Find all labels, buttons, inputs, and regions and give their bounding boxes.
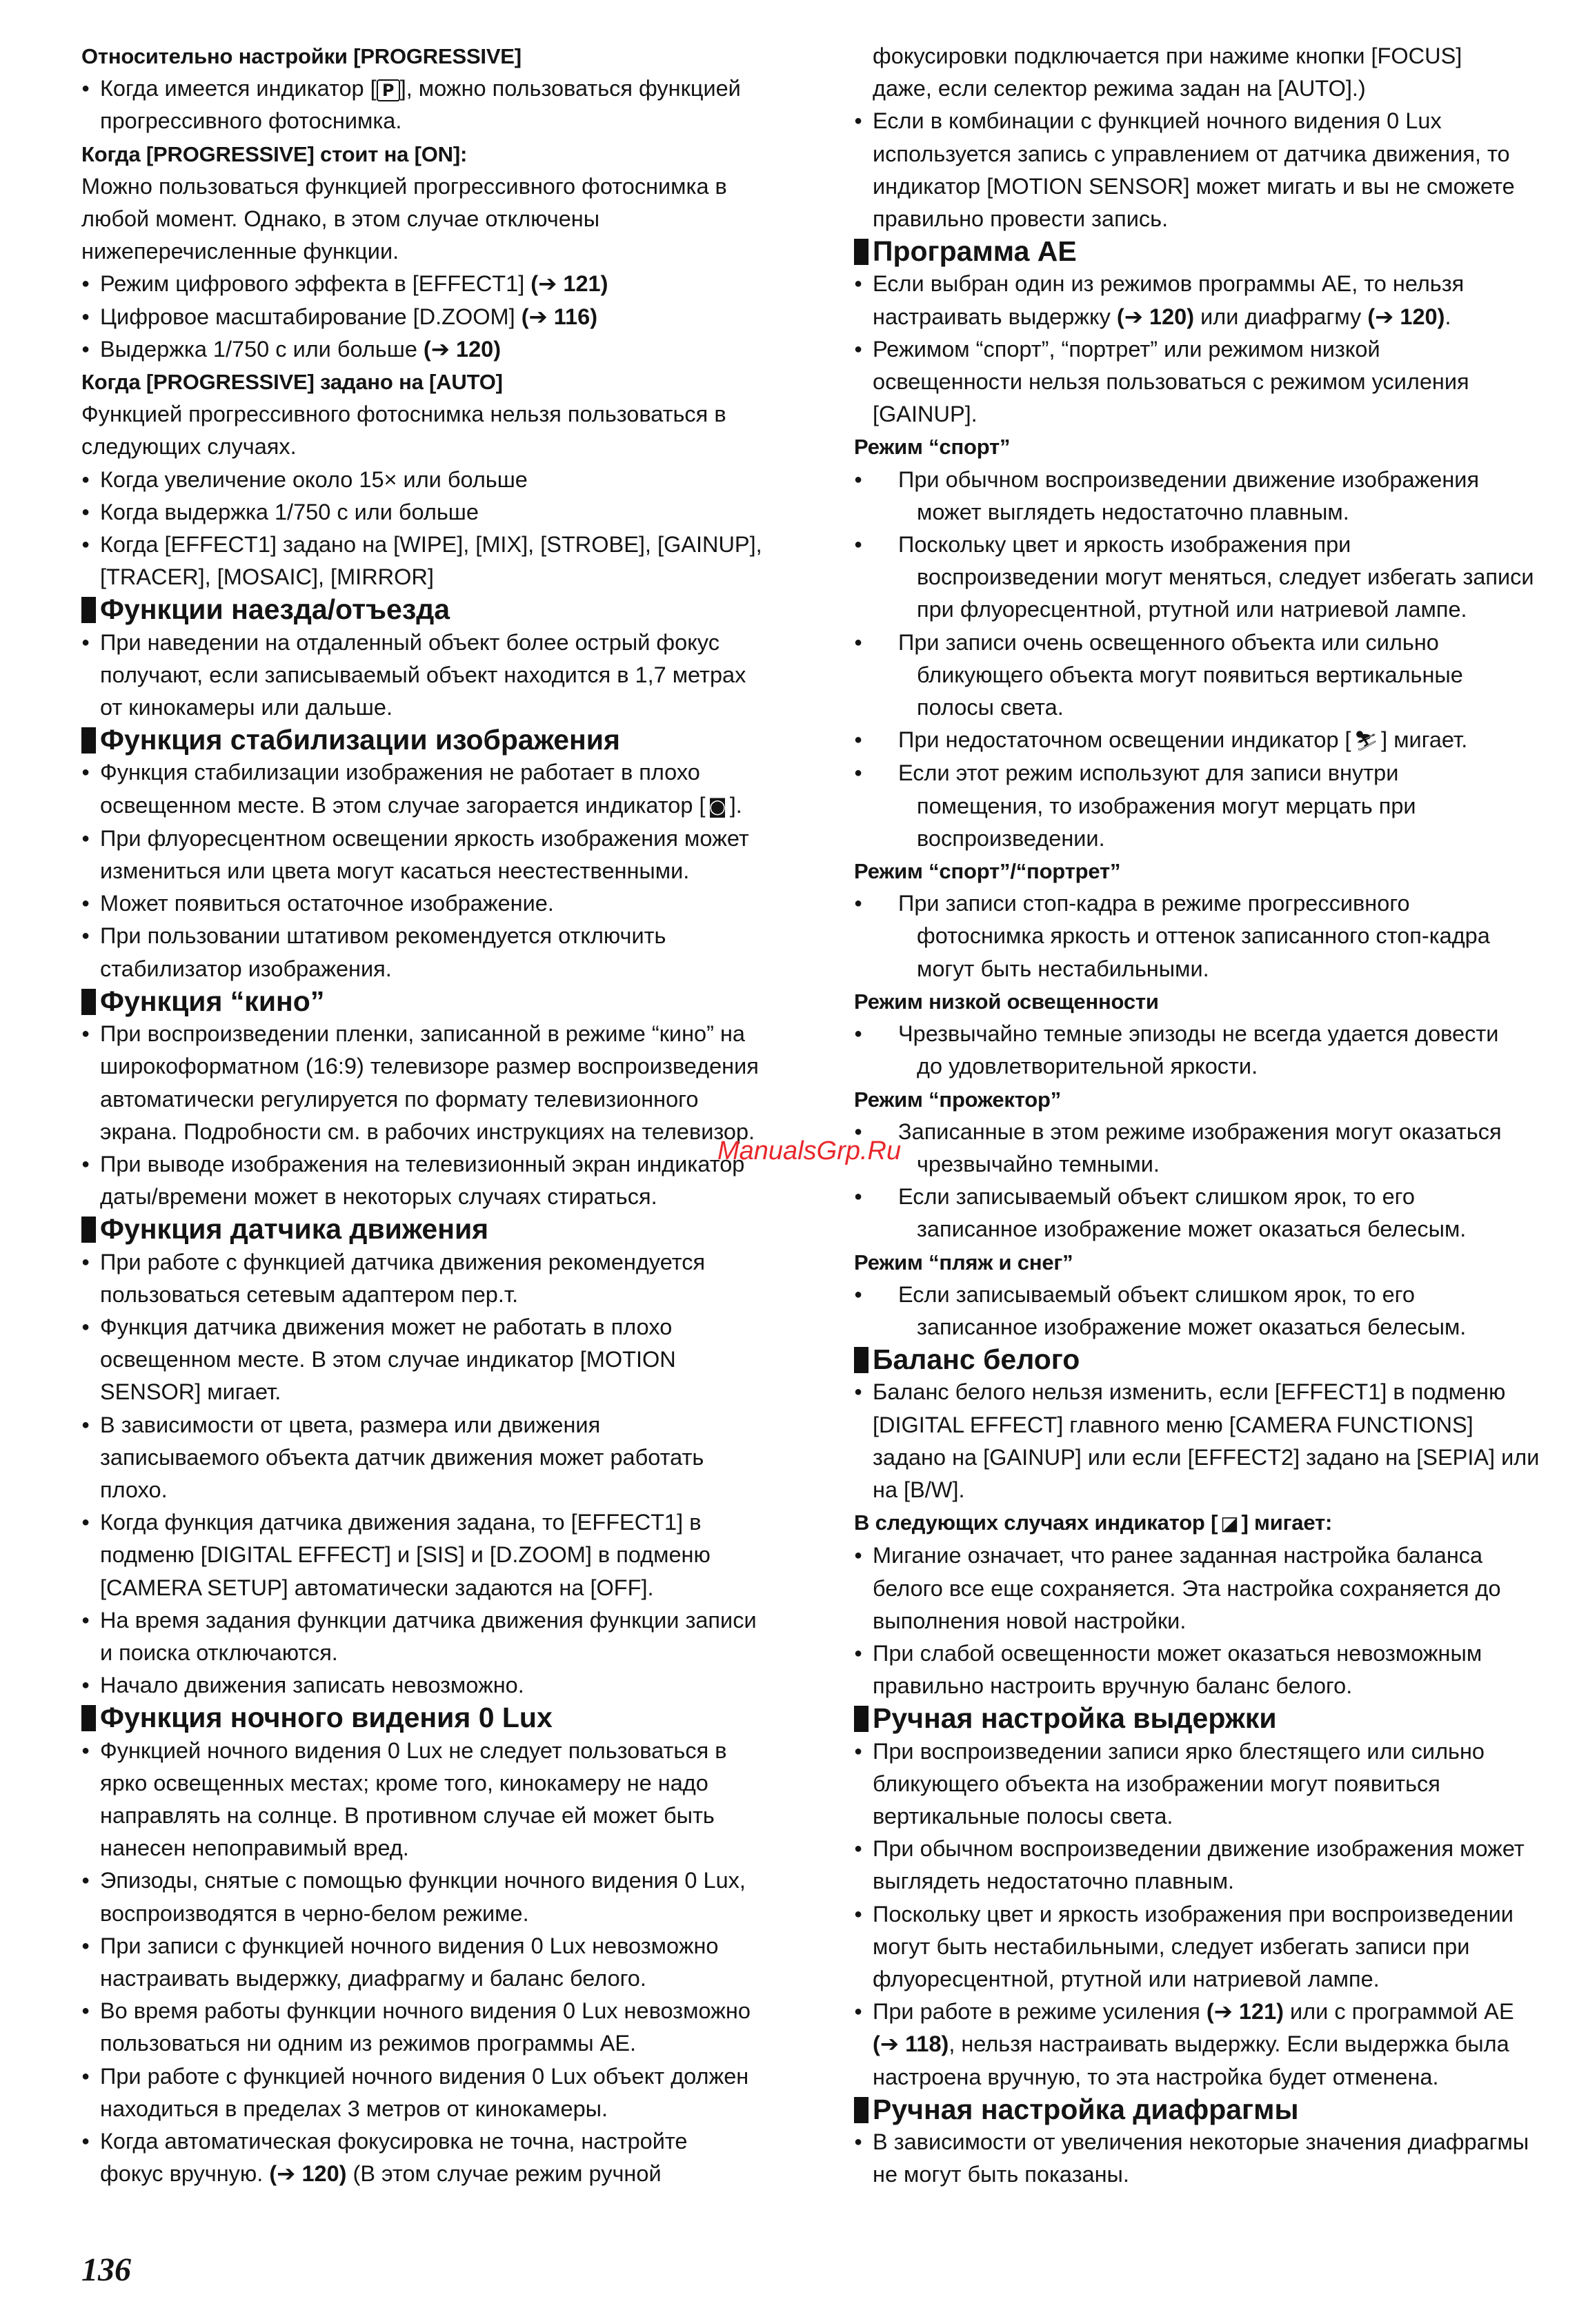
list-item: ● При выводе изображения на телевизионный экран индикатор <box>81 1148 778 1181</box>
list-item: ● Когда имеется индикатор [ P ], можно пользоваться функцией <box>81 72 778 105</box>
surf-snow-subtitle: Режим “пляж и снег” <box>854 1250 1073 1274</box>
list-item: ● Режимом “спорт”, “портрет” или режимом низкой <box>854 333 1551 366</box>
list-item: ● При наведении на отдаленный объект более острый фокус <box>81 627 778 659</box>
list-item: ● При обычном воспроизведении движение изображения может <box>854 1833 1551 1865</box>
list-item: ● Чрезвычайно темные эпизоды не всегда удается довести <box>854 1018 1551 1050</box>
list-item: ● Режим цифрового эффекта в [EFFECT1] (➔ 121) <box>81 268 778 300</box>
progressive-on-subtitle: Когда [PROGRESSIVE] стоит на [ON]: <box>81 141 468 166</box>
list-item: ● Может появиться остаточное изображение. <box>81 887 778 920</box>
list-item: ● При работе с функцией ночного видения 0 Lux объект должен <box>81 2060 778 2093</box>
list-item: ● Когда автоматическая фокусировка не точна, настройте <box>81 2125 778 2158</box>
page-reference: (➔ 120) <box>1367 304 1445 329</box>
page-reference: (➔ 120) <box>423 336 502 362</box>
progressive-p-icon: P <box>377 79 400 101</box>
list-item: ● Мигание означает, что ранее заданная настройка баланса <box>854 1539 1551 1572</box>
list-item: ● При флуоресцентном освещении яркость изображения может <box>81 823 778 855</box>
list-item: ● Функцией ночного видения 0 Lux не следует пользоваться в <box>81 1735 778 1767</box>
white-balance-icon: ◪ <box>1220 1512 1239 1535</box>
section-heading-cinema: Функция “кино” <box>81 985 778 1018</box>
list-item: ● Когда выдержка 1/750 с или больше <box>81 496 778 529</box>
page-reference: (➔ 116) <box>521 304 598 329</box>
sport-mode-subtitle: Режим “спорт” <box>854 435 1011 460</box>
section-heading-stabilizer: Функция стабилизации изображения <box>81 724 778 756</box>
list-item: ● Если записываемый объект слишком ярок, то его <box>854 1279 1551 1311</box>
section-heading-shutter: Ручная настройка выдержки <box>854 1702 1551 1735</box>
white-balance-subtitle: В следующих случаях индикатор [ ◪ ] мигает: <box>854 1506 1551 1539</box>
page-number: 136 <box>81 2252 131 2288</box>
stabilizer-icon: ◙ <box>708 794 727 818</box>
list-item: ● Если записываемый объект слишком ярок, то его <box>854 1181 1551 1213</box>
list-item: ● Поскольку цвет и яркость изображения при <box>854 529 1551 561</box>
list-item: ● Если выбран один из режимов программы AE, то нельзя <box>854 268 1551 300</box>
list-item: ● Записанные в этом режиме изображения могут оказаться <box>854 1116 1551 1148</box>
list-item: ● При недостаточном освещении индикатор [ ⛷ ] мигает. <box>854 724 1551 757</box>
list-item: ● При работе в режиме усиления (➔ 121) или с программой AE <box>854 1996 1551 2028</box>
section-heading-night-view: Функция ночного видения 0 Lux <box>81 1702 778 1734</box>
list-item: ● Во время работы функции ночного видения 0 Lux невозможно <box>81 1995 778 2027</box>
list-item: ● При записи стоп-кадра в режиме прогрессивного <box>854 887 1551 920</box>
list-item: ● При слабой освещенности может оказаться невозможным <box>854 1637 1551 1670</box>
list-item: ● На время задания функции датчика движения функции записи <box>81 1604 778 1637</box>
list-item: ● При пользовании штативом рекомендуется отключить <box>81 920 778 952</box>
list-item: ● Эпизоды, снятые с помощью функции ночного видения 0 Lux, <box>81 1864 778 1897</box>
list-item: ● Когда увеличение около 15× или больше <box>81 464 778 496</box>
list-item: ● Если этот режим используют для записи внутри <box>854 757 1551 789</box>
list-item: ● В зависимости от цвета, размера или движения <box>81 1409 778 1441</box>
list-item: ● Цифровое масштабирование [D.ZOOM] (➔ 116) <box>81 301 778 333</box>
list-item: ● При воспроизведении пленки, записанной в режиме “кино” на <box>81 1018 778 1050</box>
list-item: ● Функция стабилизации изображения не работает в плохо <box>81 756 778 789</box>
page-reference: (➔ 120) <box>269 2161 347 2187</box>
progressive-subtitle: Относительно настройки [PROGRESSIVE] <box>81 44 522 68</box>
progressive-auto-subtitle: Когда [PROGRESSIVE] задано на [AUTO] <box>81 370 503 395</box>
list-item: ● Когда [EFFECT1] задано на [WIPE], [MIX], [STROBE], [GAINUP], <box>81 529 778 561</box>
list-item: ● При работе с функцией датчика движения рекомендуется <box>81 1246 778 1279</box>
low-light-subtitle: Режим низкой освещенности <box>854 989 1159 1014</box>
sport-mode-icon: ⛷ <box>1353 729 1379 753</box>
list-item: ● Функция датчика движения может не работать в плохо <box>81 1311 778 1343</box>
section-heading-iris: Ручная настройка диафрагмы <box>854 2094 1551 2126</box>
list-item: ● Поскольку цвет и яркость изображения при воспроизведении <box>854 1898 1551 1931</box>
page-reference: (➔ 118) <box>873 2031 949 2057</box>
watermark: ManualsGrp.Ru <box>717 1136 902 1165</box>
page-reference: (➔ 121) <box>530 271 608 297</box>
right-column: фокусировки подключается при нажиме кнопки [FOCUS] даже, если селектор режима задан на [AUTO].) ● Если в комбинации с функцией ночного видения 0 Lux используется запись с управлением от датчика движения, то индикатор [MOTION SENSOR] может мигать и вы не сможете правильно провести запись. Программа AE ● Если выбран один из режимов программы AE, то нельзя настраивать выдержку (➔ 120) или диафрагму (➔ 120). ● Режимом “спорт”, “портрет” или режимом низкой освещенности нельзя пользоваться с режимом усиления [GAINUP]. Режим “спорт” ● При обычном воспроизведении движение изображения может выглядеть недостаточно плавным. ● Поскольку цвет и яркость изображения при воспроизведении могут меняться, следует избегать записи при флуоресцентной, ртутной или натриевой лампе. ● При записи очень освещенного объекта или сильно бликующего объекта могут появиться вертикальные полосы света. ● При недостаточном освещении индикатор [ ⛷ ] мигает. ● Если этот режим используют для записи внутри помещения, то изображения могут мерцать при воспроизведении. Режим “спорт”/“портрет” ● При записи стоп-кадра в режиме прогрессивного фотоснимка яркость и оттенок записанного стоп-кадра могут быть нестабильными. Режим низкой освещенности ● Чрезвычайно темные эпизоды не всегда удается довести до удовлетворительной яркости. Режим “прожектор” ● Записанные в этом режиме изображения могут оказаться чрезвычайно темными. ● Если записываемый объект слишком ярок, то его записанное изображение может оказаться белесым. Режим “пляж и снег” ● Если записываемый объект слишком ярок, то его записанное изображение может оказаться белесым. Баланс белого ● Баланс белого нельзя изменить, если [EFFECT1] в подменю [DIGITAL EFFECT] главного меню [CAMERA FUNCTIONS] задано на [GAINUP] или если [EFFECT2] задано на [SEPIA] или на [B/W]. В следующих случаях индикатор [ ◪ ] мигает: ● Мигание означает, что ранее заданная настройка баланса белого все еще сохраняется. Эта настройка сохраняется до выполнения новой настройки. ● При слабой освещенности может оказаться невозможным правильно настроить вручную баланс белого. Ручная настройка выдержки ● При воспроизведении записи ярко блестящего или сильно бликующего объекта на изображении могут появиться вертикальные полосы света. ● При обычном воспроизведении движение изображения может выглядеть недостаточно плавным. ● Поскольку цвет и яркость изображения при воспроизведении могут быть нестабильными, следует избегать записи при флуоресцентной, ртутной или натриевой лампе. ● При работе в режиме усиления (➔ 121) или с программой AE (➔ 118), нельзя настраивать выдержку. Если выдержка была настроена вручную, то эта настройка будет отменена. Ручная настройка диафрагмы ● В зависимости от увеличения некоторые значения диафрагмы не могут быть показаны. <box>854 40 1551 2191</box>
page-reference: (➔ 120) <box>1116 304 1195 329</box>
list-item: ● В зависимости от увеличения некоторые значения диафрагмы <box>854 2126 1551 2158</box>
list-item: ● Когда функция датчика движения задана, то [EFFECT1] в <box>81 1506 778 1539</box>
page-reference: (➔ 121) <box>1206 1999 1284 2025</box>
list-item: ● Начало движения записать невозможно. <box>81 1669 778 1702</box>
list-item: ● При воспроизведении записи ярко блестящего или сильно <box>854 1735 1551 1768</box>
sport-portrait-subtitle: Режим “спорт”/“портрет” <box>854 859 1121 884</box>
section-heading-program-ae: Программа AE <box>854 235 1551 268</box>
left-column: Относительно настройки [PROGRESSIVE] ● Когда имеется индикатор [ P ], можно пользоваться функцией прогрессивного фотоснимка. Когда [PROGRESSIVE] стоит на [ON]: Можно пользоваться функцией прогрессивного фотоснимка в любой момент. Однако, в этом случае отключены нижеперечисленные функции. ● Режим цифрового эффекта в [EFFECT1] (➔ 121) ● Цифровое масштабирование [D.ZOOM] (➔ 116) ● Выдержка 1/750 с или больше (➔ 120) Когда [PROGRESSIVE] задано на [AUTO] Функцией прогрессивного фотоснимка нельзя пользоваться в следующих случаях. ● Когда увеличение около 15× или больше ● Когда выдержка 1/750 с или больше ● Когда [EFFECT1] задано на [WIPE], [MIX], [STROBE], [GAINUP], [TRACER], [MOSAIC], [MIRROR] Функции наезда/отъезда ● При наведении на отдаленный объект более острый фокус получают, если записываемый объект находится в 1,7 метрах от кинокамеры или дальше. Функция стабилизации изображения ● Функция стабилизации изображения не работает в плохо освещенном месте. В этом случае загорается индикатор [ ◙ ]. ● При флуоресцентном освещении яркость изображения может измениться или цвета могут касаться неестественными. ● Может появиться остаточное изображение. ● При пользовании штативом рекомендуется отключить стабилизатор изображения. Функция “кино” ● При воспроизведении пленки, записанной в режиме “кино” на широкоформатном (16:9) телевизоре размер воспроизведения автоматически регулируется по формату телевизионного экрана. Подробности см. в рабочих инструкциях на телевизор. ● При выводе изображения на телевизионный экран индикатор даты/времени может в некоторых случаях стираться. Функция датчика движения ● При работе с функцией датчика движения рекомендуется пользоваться сетевым адаптером пер.т. ● Функция датчика движения может не работать в плохо освещенном месте. В этом случае индикатор [MOTION SENSOR] мигает. ● В зависимости от цвета, размера или движения записываемого объекта датчик движения может работать плохо. ● Когда функция датчика движения задана, то [EFFECT1] в подменю [DIGITAL EFFECT] и [SIS] и [D.ZOOM] в подменю [CAMERA SETUP] автоматически задаются на [OFF]. ● На время задания функции датчика движения функции записи и поиска отключаются. ● Начало движения записать невозможно. Функция ночного видения 0 Lux ● Функцией ночного видения 0 Lux не следует пользоваться в ярко освещенных местах; кроме того, кинокамеру не надо направлять на солнце. В противном случае ей может быть нанесен непоправимый вред. ● Эпизоды, снятые с помощью функции ночного видения 0 Lux, воспроизводятся в черно-белом режиме. ● При записи с функцией ночного видения 0 Lux невозможно настраивать выдержку, диафрагму и баланс белого. ● Во время работы функции ночного видения 0 Lux невозможно пользоваться ни одним из режимов программы AE. ● При работе с функцией ночного видения 0 Lux объект должен находиться в пределах 3 метров от кинокамеры. ● Когда автоматическая фокусировка не точна, настройте фокус вручную. (➔ 120) (В этом случае режим ручной <box>81 40 778 2190</box>
list-item: ● При записи очень освещенного объекта или сильно <box>854 627 1551 659</box>
list-item: ● Выдержка 1/750 с или больше (➔ 120) <box>81 333 778 366</box>
section-heading-zoom: Функции наезда/отъезда <box>81 593 778 626</box>
list-item: ● При записи с функцией ночного видения 0 Lux невозможно <box>81 1930 778 1962</box>
section-heading-motion-sensor: Функция датчика движения <box>81 1213 778 1245</box>
list-item: ● Баланс белого нельзя изменить, если [EFFECT1] в подменю <box>854 1376 1551 1408</box>
list-item: ● При обычном воспроизведении движение изображения <box>854 464 1551 496</box>
spotlight-subtitle: Режим “прожектор” <box>854 1087 1062 1112</box>
list-item: ● Если в комбинации с функцией ночного видения 0 Lux <box>854 105 1551 137</box>
section-heading-white-balance: Баланс белого <box>854 1343 1551 1376</box>
